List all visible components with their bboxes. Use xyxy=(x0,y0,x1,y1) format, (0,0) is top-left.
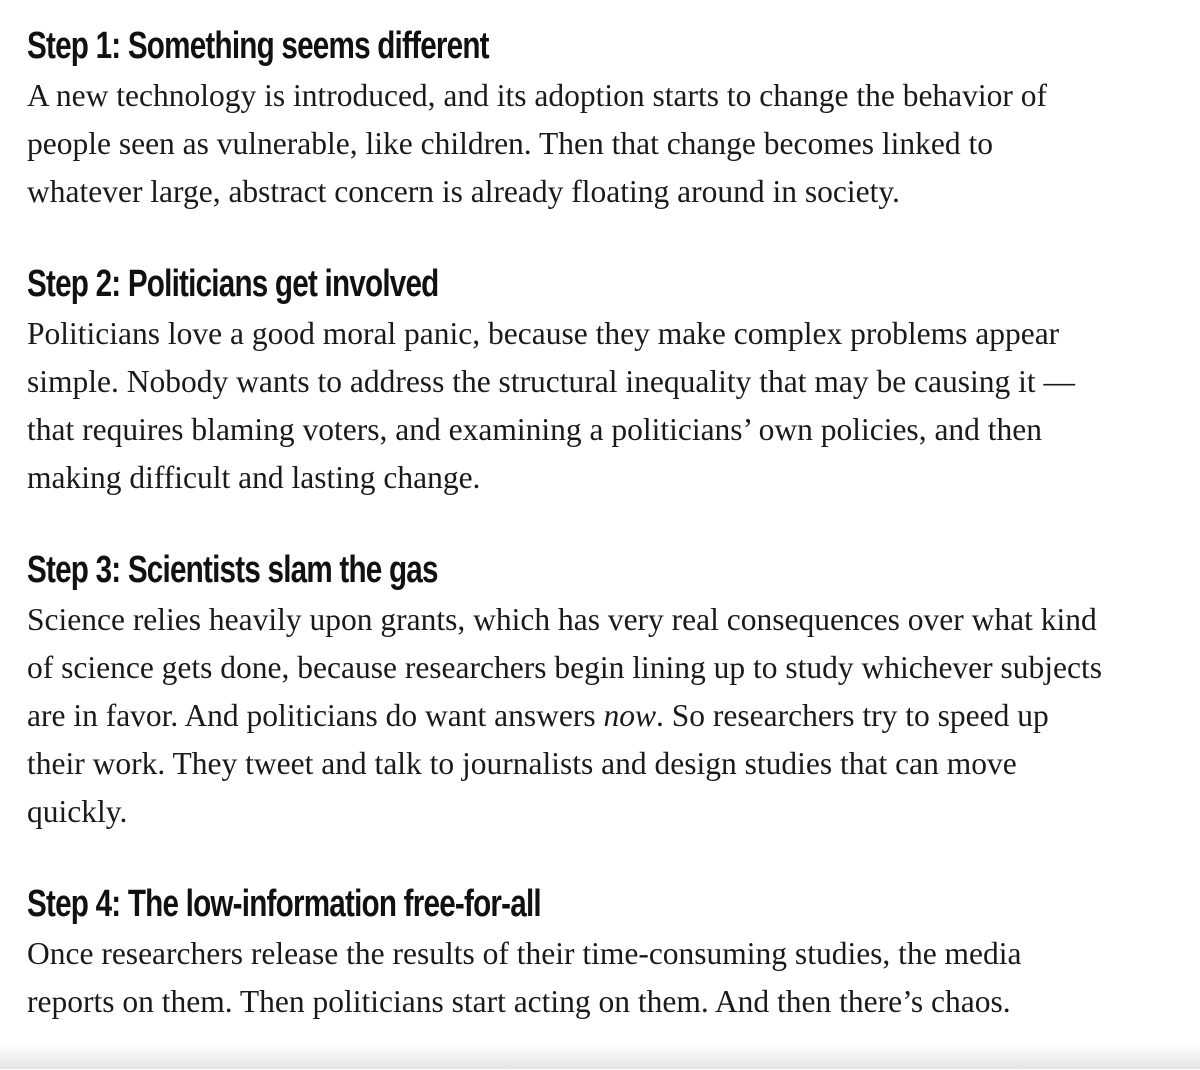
paragraph-line: quickly. xyxy=(27,794,128,829)
step-4-heading: Step 4: The low-information free-for-all xyxy=(27,883,541,925)
paragraph-line: reports on them. Then politicians start acting on them. And then there’s chaos. xyxy=(27,984,1011,1019)
paragraph-line: Politicians love a good moral panic, because they make complex problems appear xyxy=(27,316,1060,351)
paragraph-line: simple. Nobody wants to address the structural inequality that may be causing it — xyxy=(27,364,1076,399)
step-4-section xyxy=(27,880,1187,1026)
paragraph-line: people seen as vulnerable, like children. Then that change becomes linked to xyxy=(27,126,993,161)
paragraph-line: A new technology is introduced, and its adoption starts to change the behavior of xyxy=(27,78,1048,113)
step-2-heading: Step 2: Politicians get involved xyxy=(27,263,439,305)
step-3-heading: Step 3: Scientists slam the gas xyxy=(27,549,438,591)
paragraph-line: their work. They tweet and talk to journalists and design studies that can move xyxy=(27,746,1017,781)
step-1-paragraph xyxy=(27,72,1187,216)
paragraph-line: that requires blaming voters, and examining a politicians’ own policies, and then xyxy=(27,412,1043,447)
paragraph-line xyxy=(27,692,1187,740)
step-4-paragraph xyxy=(27,930,1187,1026)
paragraph-text: are in favor. And politicians do want answers xyxy=(27,698,604,733)
step-2-section xyxy=(27,260,1187,502)
step-1-heading: Step 1: Something seems different xyxy=(27,25,489,67)
emphasis-text: now xyxy=(603,698,657,733)
paragraph-text: . So researchers try to speed up xyxy=(656,698,1049,733)
paragraph-line: of science gets done, because researchers begin lining up to study whichever subjects xyxy=(27,650,1103,685)
paragraph-line: Once researchers release the results of their time-consuming studies, the media xyxy=(27,936,1022,971)
bottom-fade xyxy=(0,1043,1200,1069)
step-1-section xyxy=(27,22,1187,216)
article-body xyxy=(27,22,1187,1070)
paragraph-line: whatever large, abstract concern is already floating around in society. xyxy=(27,174,900,209)
step-3-paragraph xyxy=(27,596,1187,836)
paragraph-line: making difficult and lasting change. xyxy=(27,460,481,495)
step-3-section xyxy=(27,546,1187,836)
paragraph-line: Science relies heavily upon grants, which has very real consequences over what kind xyxy=(27,602,1097,637)
step-2-paragraph xyxy=(27,310,1187,502)
